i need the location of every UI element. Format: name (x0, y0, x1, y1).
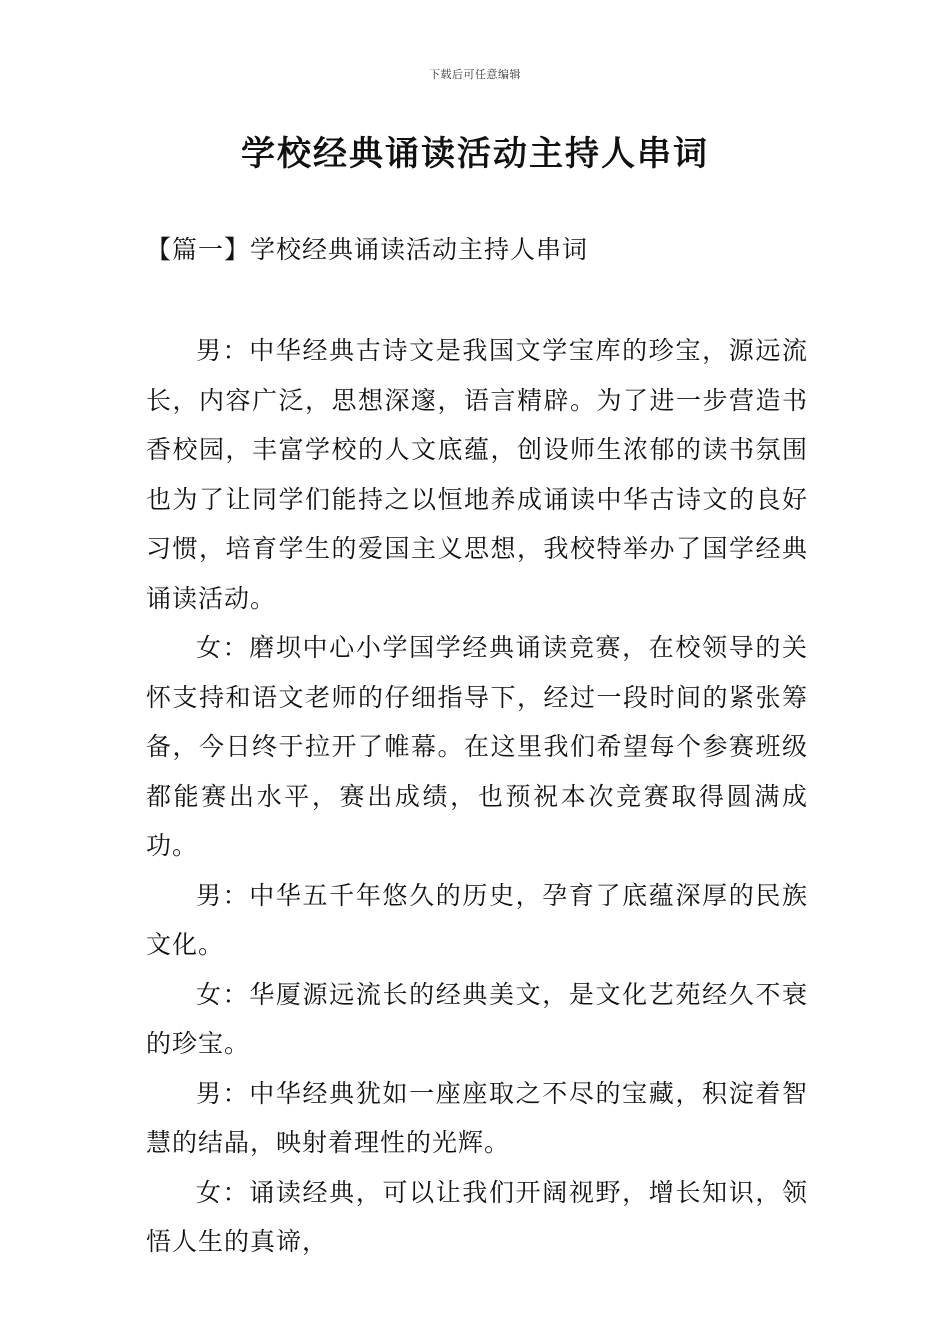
paragraph: 男：中华五千年悠久的历史，孕育了底蕴深厚的民族文化。 (146, 880, 808, 959)
paragraph: 女：华厦源远流长的经典美文，是文化艺苑经久不衰的珍宝。 (146, 979, 808, 1058)
header-note: 下载后可任意编辑 (429, 68, 521, 81)
paragraph: 男：中华经典古诗文是我国文学宝库的珍宝，源远流长，内容广泛，思想深邃，语言精辟。为了进一步营造书香校园，丰富学校的人文底蕴，创设师生浓郁的读书氛围也为了让同学们能持之以恒地养成诵读中华古诗文的良好习惯，培育学生的爱国主义思想，我校特举办了国学经典诵读活动。 (146, 336, 808, 613)
paragraph: 女：诵读经典，可以让我们开阔视野，增长知识，领悟人生的真谛， (146, 1177, 808, 1256)
document-title: 学校经典诵读活动主持人串词 (241, 134, 709, 174)
section-heading: 【篇一】学校经典诵读活动主持人串词 (146, 235, 589, 264)
paragraph: 女：磨坝中心小学国学经典诵读竞赛，在校领导的关怀支持和语文老师的仔细指导下，经过一段时间的紧张筹备，今日终于拉开了帷幕。在这里我们希望每个参赛班级都能赛出水平，赛出成绩，也预祝本次竞赛取得圆满成功。 (146, 633, 808, 860)
paragraph: 男：中华经典犹如一座座取之不尽的宝藏，积淀着智慧的结晶，映射着理性的光辉。 (146, 1078, 808, 1157)
document-body (146, 326, 808, 1267)
